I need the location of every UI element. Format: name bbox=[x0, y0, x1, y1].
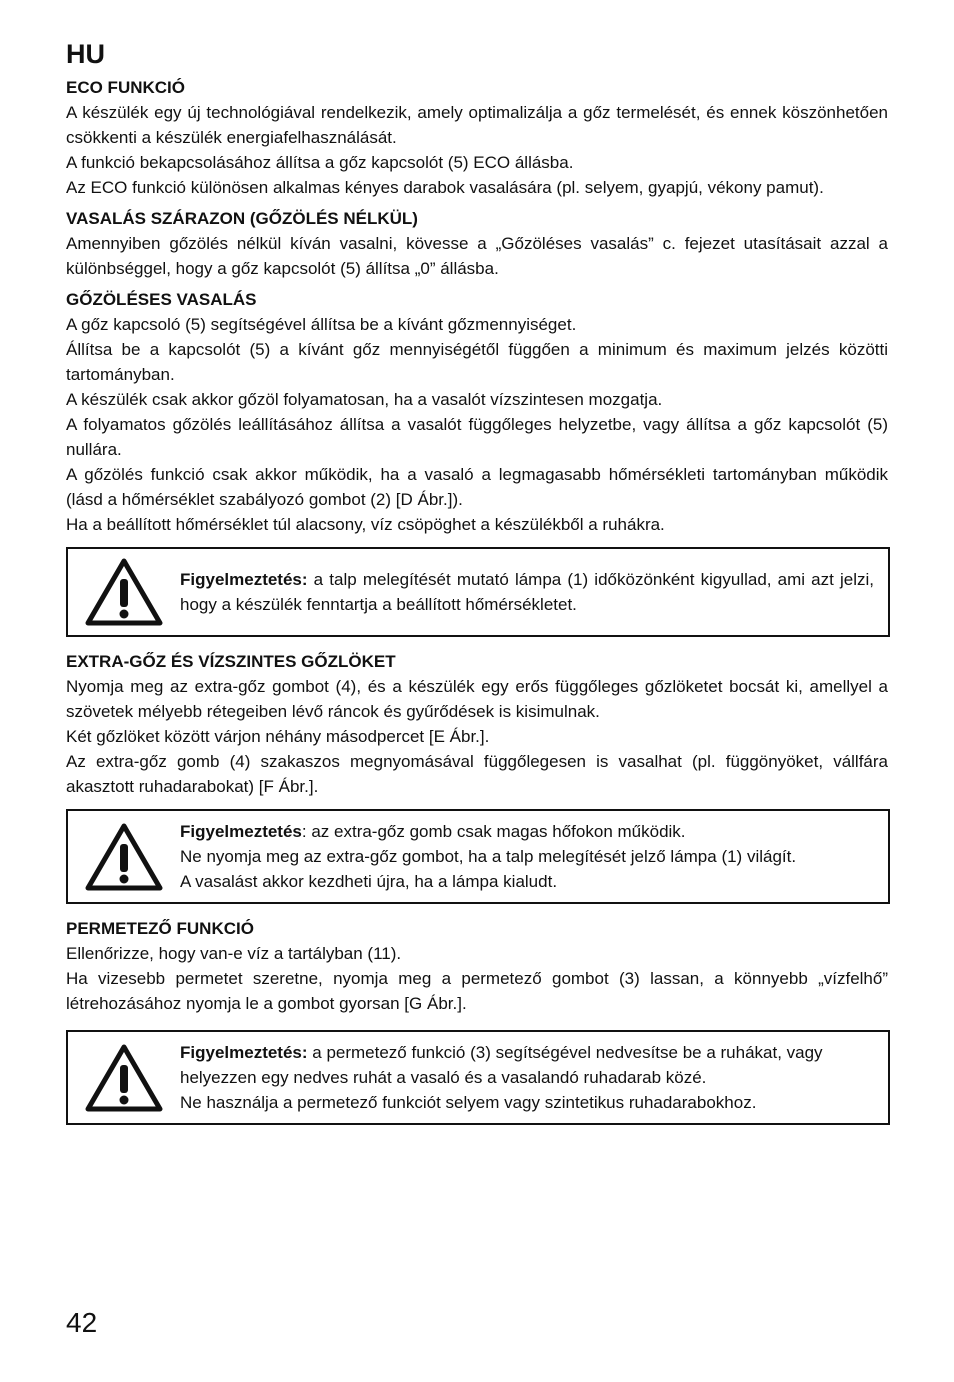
section-heading-spray: PERMETEZŐ FUNKCIÓ bbox=[66, 919, 254, 938]
paragraph: Amennyiben gőzölés nélkül kíván vasalni, kövesse a „Gőzöléses vasalás” c. fejezet utasításait azzal a különbséggel, hogy a gőz kapcsolót (5) állítsa „0” állásba. bbox=[66, 234, 888, 278]
warning-box-steam bbox=[66, 547, 890, 637]
paragraph: A készülék egy új technológiával rendelkezik, amely optimalizálja a gőz termelését, és ennek köszönhetően csökkenti a készülék energiafelhasználását. bbox=[66, 103, 888, 147]
warning-box-extra bbox=[66, 809, 890, 904]
paragraph: A folyamatos gőzölés leállításához állítsa a vasalót függőleges helyzetbe, vagy állítsa a gőz kapcsolót (5) nullára. bbox=[66, 415, 888, 459]
warning-text: Ne nyomja meg az extra-gőz gombot, ha a talp melegítését jelző lámpa (1) világít. bbox=[180, 847, 797, 866]
manual-content bbox=[66, 75, 888, 1137]
paragraph: Két gőzlöket között várjon néhány másodpercet [E Ábr.]. bbox=[66, 727, 490, 746]
warning-text: Ne használja a permetező funkciót selyem vagy szintetikus ruhadarabokhoz. bbox=[180, 1093, 757, 1112]
warning-text bbox=[180, 567, 874, 617]
warning-text bbox=[180, 1040, 874, 1090]
paragraph: Ha vizesebb permetet szeretne, nyomja meg a permetező gombot (3) lassan, a könnyebb „vízfelhő” létrehozásához nyomja le a gombot gyorsan [G Ábr.]. bbox=[66, 969, 888, 1013]
section-heading-eco: ECO FUNKCIÓ bbox=[66, 78, 185, 97]
page-number: 42 bbox=[66, 1307, 98, 1338]
warning-body: a permetező funkció (3) segítségével nedvesítse be a ruhákat, vagy helyezzen egy nedves ruhát a vasaló és a vasalandó ruhadarab közé. bbox=[180, 1043, 823, 1087]
paragraph: A gőzölés funkció csak akkor működik, ha a vasaló a legmagasabb hőmérsékleti tartományban működik (lásd a hőmérséklet szabályozó gombot (2) [D Ábr.]). bbox=[66, 465, 888, 509]
section-heading-steam: GŐZÖLÉSES VASALÁS bbox=[66, 290, 257, 309]
warning-triangle-icon bbox=[84, 557, 164, 627]
paragraph: A funkció bekapcsolásához állítsa a gőz kapcsolót (5) ECO állásba. bbox=[66, 153, 574, 172]
paragraph: Ha a beállított hőmérséklet túl alacsony, víz csöpöghet a készülékből a ruhákra. bbox=[66, 515, 665, 534]
warning-triangle-icon bbox=[84, 822, 164, 892]
section-heading-dry: VASALÁS SZÁRAZON (GŐZÖLÉS NÉLKÜL) bbox=[66, 209, 418, 228]
paragraph: Ellenőrizze, hogy van-e víz a tartályban (11). bbox=[66, 944, 402, 963]
warning-label: Figyelmeztetés bbox=[180, 822, 302, 841]
warning-body: a talp melegítését mutató lámpa (1) időközönként kigyullad, ami azt jelzi, hogy a készülék fenntartja a beállított hőmérsékletet. bbox=[180, 570, 874, 614]
paragraph: Állítsa be a kapcsolót (5) a kívánt gőz mennyiségétől függően a minimum és maximum jelzés közötti tartományban. bbox=[66, 340, 888, 384]
warning-label: Figyelmeztetés: bbox=[180, 1043, 308, 1062]
warning-label: Figyelmeztetés: bbox=[180, 570, 308, 589]
section-heading-extra: EXTRA-GŐZ ÉS VÍZSZINTES GŐZLÖKET bbox=[66, 652, 396, 671]
paragraph: A készülék csak akkor gőzöl folyamatosan, ha a vasalót vízszintesen mozgatja. bbox=[66, 390, 663, 409]
language-code: HU bbox=[66, 39, 105, 69]
warning-body: : az extra-gőz gomb csak magas hőfokon működik. bbox=[301, 822, 686, 841]
paragraph: Nyomja meg az extra-gőz gombot (4), és a készülék egy erős függőleges gőzlöketet bocsát ki, amellyel a szövetek mélyebb rétegeiben lévő ráncok és gyűrődések is kisimulnak. bbox=[66, 677, 888, 721]
warning-text bbox=[180, 819, 882, 844]
paragraph: A gőz kapcsoló (5) segítségével állítsa be a kívánt gőzmennyiséget. bbox=[66, 315, 577, 334]
warning-triangle-icon bbox=[84, 1043, 164, 1113]
paragraph: Az ECO funkció különösen alkalmas kényes darabok vasalására (pl. selyem, gyapjú, vékony pamut). bbox=[66, 178, 824, 197]
warning-text: A vasalást akkor kezdheti újra, ha a lámpa kialudt. bbox=[180, 872, 558, 891]
warning-box-spray bbox=[66, 1030, 890, 1125]
paragraph: Az extra-gőz gomb (4) szakaszos megnyomásával függőlegesen is vasalhat (pl. függönyöket, vállfára akasztott ruhadarabokat) [F Ábr.]. bbox=[66, 752, 888, 796]
